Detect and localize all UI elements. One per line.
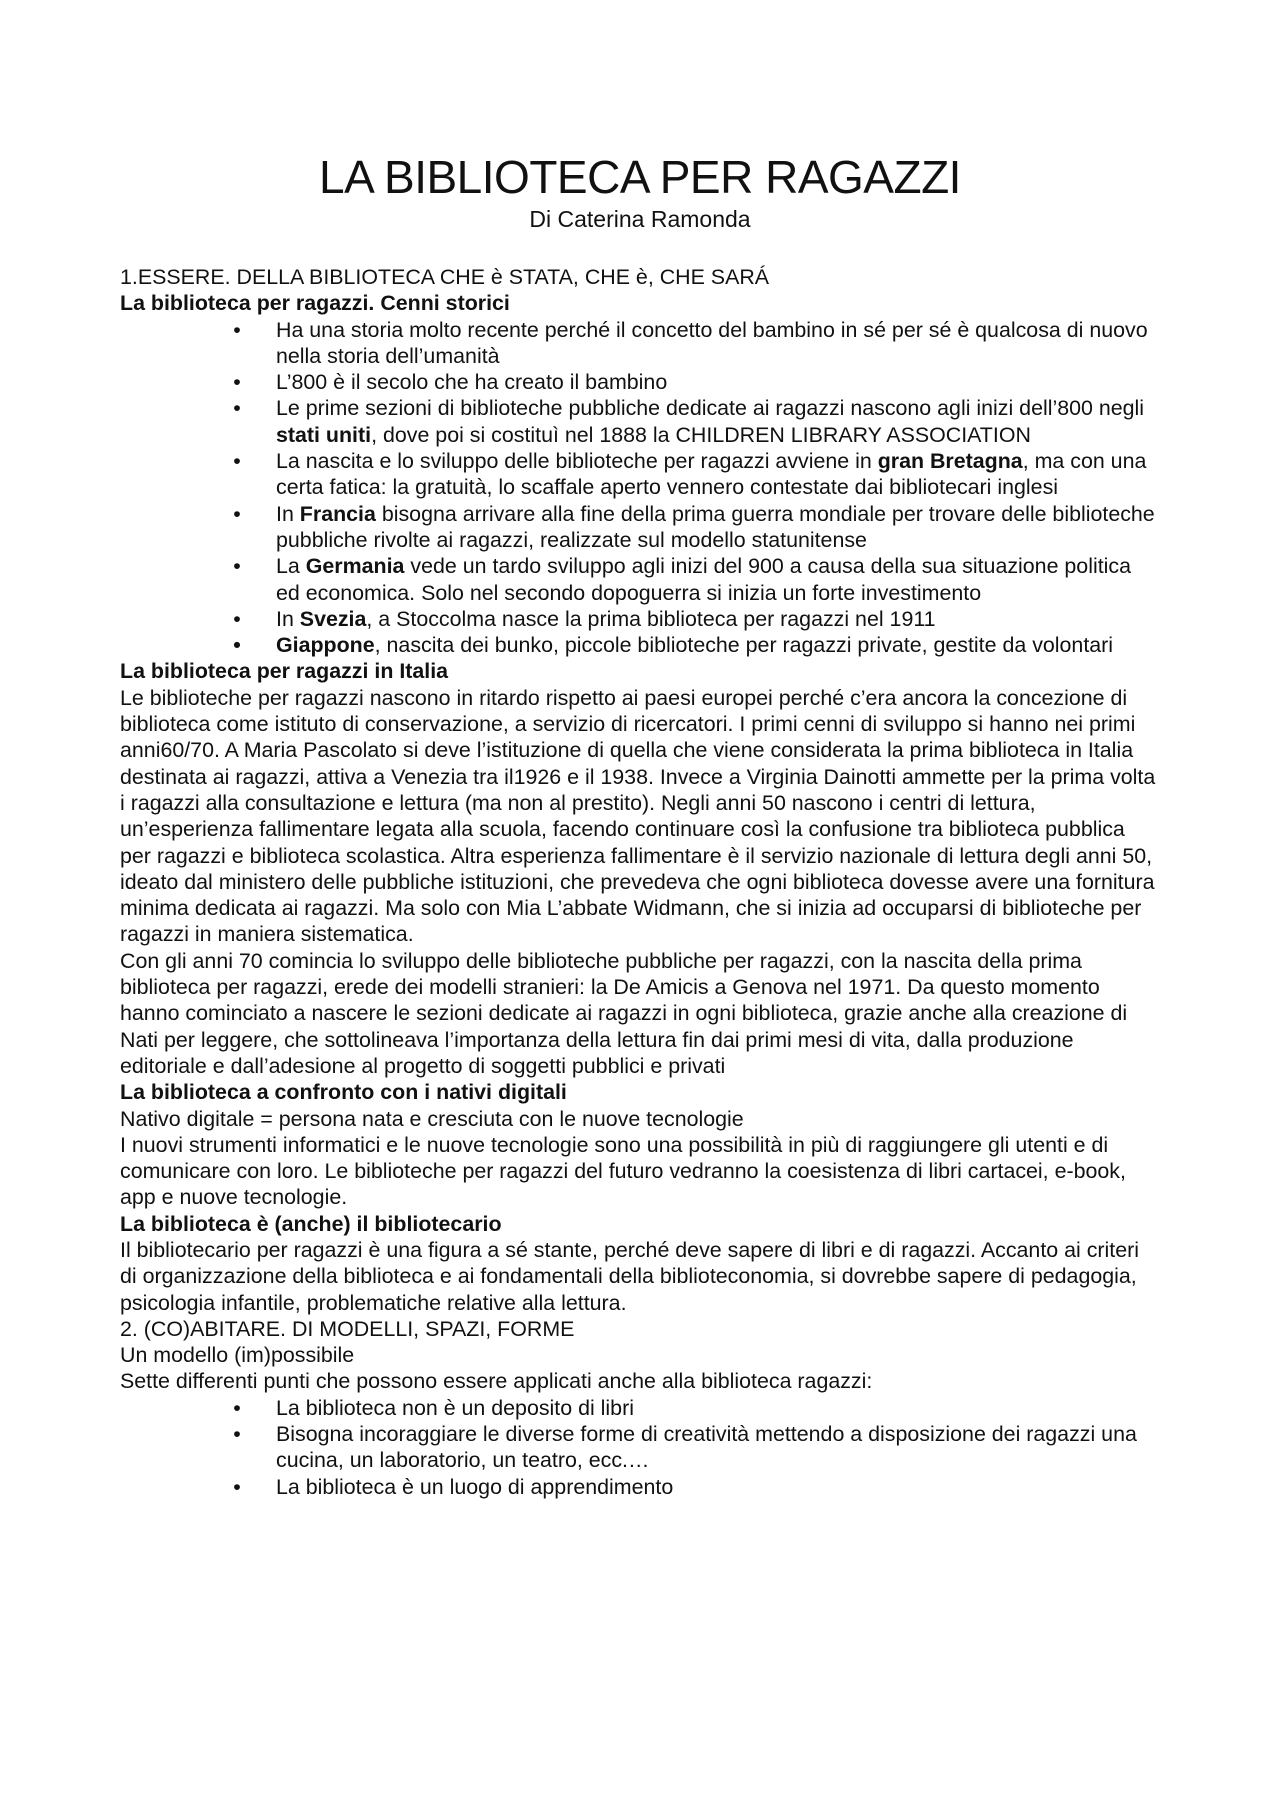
bullet-icon: • <box>233 449 241 474</box>
list-item-text: La biblioteca non è un deposito di libri <box>276 1395 634 1420</box>
paragraph-nativi-2: I nuovi strumenti informatici e le nuove tecnologie sono una possibilità in più di raggiungere gli utenti e di comunicare con loro. Le biblioteche per ragazzi del futuro vedranno la coesistenza di libri cartacei, e-book, app e nuove tecnologie. <box>120 1132 1126 1210</box>
list-item <box>198 553 1160 606</box>
bullet-icon: • <box>233 633 241 658</box>
subheading-italia: La biblioteca per ragazzi in Italia <box>120 659 449 684</box>
list-item-text: La nascita e lo sviluppo delle biblioteche per ragazzi avviene in <box>276 449 878 474</box>
list-item-text: , nascita dei bunko, piccole biblioteche per ragazzi private, gestite da volontari <box>374 633 1114 658</box>
document-author: Di Caterina Ramonda <box>529 206 751 232</box>
subheading-modello: Un modello (im)possibile <box>120 1343 355 1368</box>
list-item <box>198 1474 1160 1500</box>
subheading-bibliotecario: La biblioteca è (anche) il bibliotecario <box>120 1211 502 1236</box>
list-item-text: Le prime sezioni di biblioteche pubbliche dedicate ai ragazzi nascono agli inizi dell’800 negli <box>276 396 1145 421</box>
list-item-text: La biblioteca è un luogo di apprendimento <box>276 1474 674 1499</box>
paragraph-italia-2: Con gli anni 70 comincia lo sviluppo delle biblioteche pubbliche per ragazzi, con la nascita della prima biblioteca per ragazzi, erede dei modelli stranieri: la De Amicis a Genova nel 1971. Da questo momento hanno cominciato a nascere le sezioni dedicate ai ragazzi in ogni biblioteca, grazie anche alla creazione di Nati per leggere, che sottolineava l’importanza della lettura fin dai primi mesi di vita, dalla produzione editoriale e dall’adesione al progetto di soggetti pubblici e privati <box>120 948 1128 1078</box>
bullet-icon: • <box>233 1474 241 1499</box>
list-item-text: , a Stoccolma nasce la prima biblioteca per ragazzi nel 1911 <box>366 606 936 631</box>
list-item <box>198 632 1160 658</box>
paragraph-italia-1: Le biblioteche per ragazzi nascono in ritardo rispetto ai paesi europei perché c’era ancora la concezione di biblioteca come istituto di conservazione, a servizio di ricercatori. I primi cenni di sviluppo si hanno nei primi anni60/70. A Maria Pascolato si deve l’istituzione di quella che viene considerata la prima biblioteca in Italia destinata ai ragazzi, attiva a Venezia tra il1926 e il 1938. Invece a Virginia Dainotti ammette per la prima volta i ragazzi alla consultazione e lettura (ma non al prestito). Negli anni 50 nascono i centri di lettura, un’esperienza fallimentare legata alla scuola, facendo continuare così la confusione tra biblioteca pubblica per ragazzi e biblioteca scolastica. Altra esperienza fallimentare è il servizio nazionale di lettura degli anni 50, ideato dal ministero delle pubbliche istituzioni, che prevedeva che ogni biblioteca dovesse avere una fornitura minima dedicata ai ragazzi. Ma solo con Mia L’abbate Widmann, che si inizia ad occuparsi di biblioteche per ragazzi in maniera sistematica. <box>120 685 1156 947</box>
subheading-cenni-storici: La biblioteca per ragazzi. Cenni storici <box>120 291 510 316</box>
bullet-icon: • <box>233 396 241 421</box>
list-item-text: Bisogna incoraggiare le diverse forme di creatività mettendo a disposizione dei ragazzi una cucina, un laboratorio, un teatro, ecc.… <box>276 1422 1137 1473</box>
bullet-icon: • <box>233 554 241 579</box>
country-gran-bretagna: gran Bretagna <box>877 449 1023 474</box>
bullet-icon: • <box>233 317 241 342</box>
section-heading-coabitare: 2. (CO)ABITARE. DI MODELLI, SPAZI, FORME <box>120 1316 575 1341</box>
list-item <box>198 501 1160 554</box>
list-item <box>198 1421 1160 1474</box>
list-item-text: L’800 è il secolo che ha creato il bambino <box>276 370 668 395</box>
list-item-text: La <box>276 554 306 579</box>
subheading-nativi-digitali: La biblioteca a confronto con i nativi digitali <box>120 1080 567 1105</box>
list-item <box>198 395 1160 448</box>
list-item <box>198 369 1160 395</box>
bullet-icon: • <box>233 501 241 526</box>
list-item <box>198 1395 1160 1421</box>
bullet-icon: • <box>233 370 241 395</box>
country-giappone: Giappone <box>276 633 375 658</box>
bullet-icon: • <box>233 1422 241 1447</box>
history-bullet-list <box>120 317 1160 659</box>
list-item-text: , ma con una certa fatica: la gratuità, lo scaffale aperto vennero contestate dai bibliotecari inglesi <box>276 449 1147 500</box>
list-item-text: Ha una storia molto recente perché il concetto del bambino in sé per sé è qualcosa di nuovo nella storia dell’umanità <box>276 317 1148 368</box>
document-body <box>120 264 1160 1500</box>
bullet-icon: • <box>233 606 241 631</box>
list-item <box>198 448 1160 501</box>
bullet-icon: • <box>233 1395 241 1420</box>
list-item <box>198 317 1160 370</box>
paragraph-sette-punti: Sette differenti punti che possono essere applicati anche alla biblioteca ragazzi: <box>120 1369 873 1394</box>
list-item-text: , dove poi si costituì nel 1888 la CHILDREN LIBRARY ASSOCIATION <box>371 422 1031 447</box>
list-item-text: In <box>276 501 300 526</box>
section-heading-essere: 1.ESSERE. DELLA BIBLIOTECA CHE è STATA, CHE è, CHE SARÁ <box>120 265 770 289</box>
paragraph-nativi-1: Nativo digitale = persona nata e cresciuta con le nuove tecnologie <box>120 1106 744 1131</box>
paragraph-bibliotecario: Il bibliotecario per ragazzi è una figura a sé stante, perché deve sapere di libri e di ragazzi. Accanto ai criteri di organizzazione della biblioteca e ai fondamentali della biblioteconomia, si dovrebbe sapere di pedagogia, psicologia infantile, problematiche relative alla lettura. <box>120 1237 1139 1315</box>
model-bullet-list <box>120 1395 1160 1500</box>
document-title: LA BIBLIOTECA PER RAGAZZI <box>319 151 961 203</box>
country-svezia: Svezia <box>299 606 367 631</box>
country-francia: Francia <box>299 501 376 526</box>
list-item-text: bisogna arrivare alla fine della prima guerra mondiale per trovare delle biblioteche pubbliche rivolte ai ragazzi, realizzate sul modello statunitense <box>276 501 1155 552</box>
list-item-text: vede un tardo sviluppo agli inizi del 900 a causa della sua situazione politica ed economica. Solo nel secondo dopoguerra si inizia un forte investimento <box>276 554 1131 605</box>
country-germania: Germania <box>305 554 405 579</box>
country-stati-uniti: stati uniti <box>276 422 372 447</box>
list-item <box>198 606 1160 632</box>
list-item-text: In <box>276 606 300 631</box>
